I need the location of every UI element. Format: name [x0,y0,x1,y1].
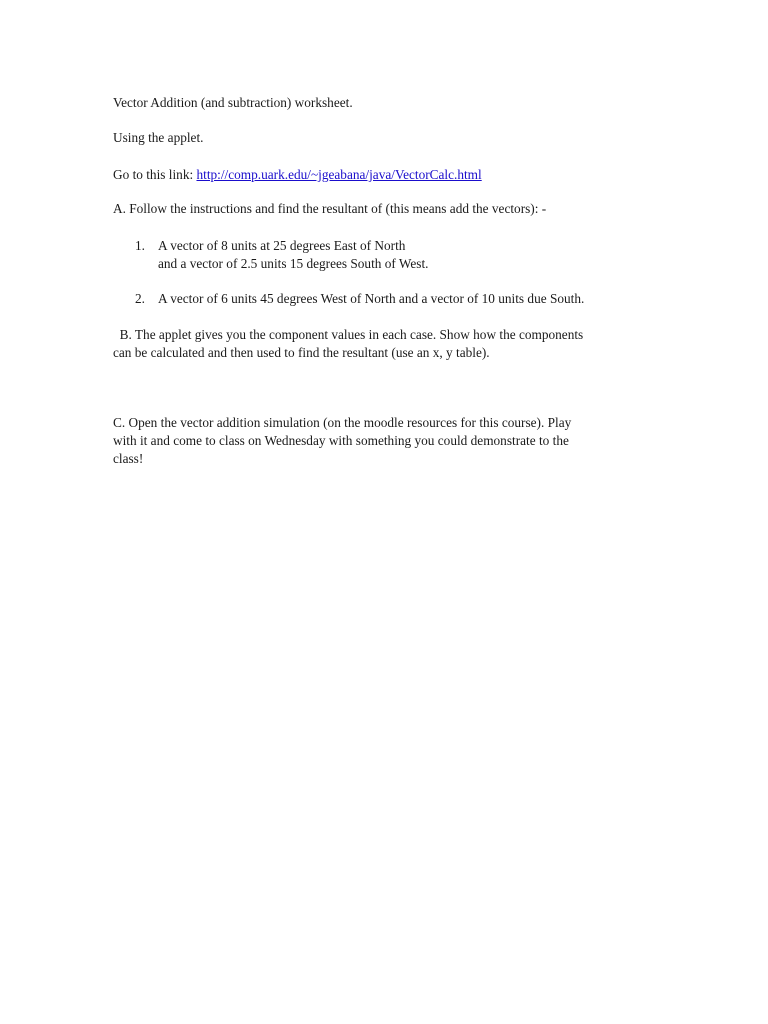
worksheet-title: Vector Addition (and subtraction) worksheet. [113,95,353,110]
list-item-1-line2: and a vector of 2.5 units 15 degrees South of West. [158,256,429,271]
section-a-text: A. Follow the instructions and find the resultant of (this means add the vectors): - [113,201,547,216]
link-line [113,166,482,184]
worksheet-subtitle: Using the applet. [113,130,204,145]
list-item-1-line1: A vector of 8 units at 25 degrees East of North [158,238,406,253]
list-item-number-2: 2. [135,291,145,306]
list-item-2-line1: A vector of 6 units 45 degrees West of North and a vector of 10 units due South. [158,291,585,306]
applet-link[interactable]: http://comp.uark.edu/~jgeabana/java/VectorCalc.html [196,167,482,182]
list-item-number-1: 1. [135,238,145,253]
link-prefix: Go to this link: [113,167,197,182]
section-b-line1: B. The applet gives you the component values in each case. Show how the components [113,327,584,342]
section-c-line1: C. Open the vector addition simulation (on the moodle resources for this course). Play [113,415,572,430]
section-c-line3: class! [113,451,144,466]
section-b-line2: can be calculated and then used to find the resultant (use an x, y table). [113,345,490,360]
section-c-line2: with it and come to class on Wednesday with something you could demonstrate to the [113,433,569,448]
